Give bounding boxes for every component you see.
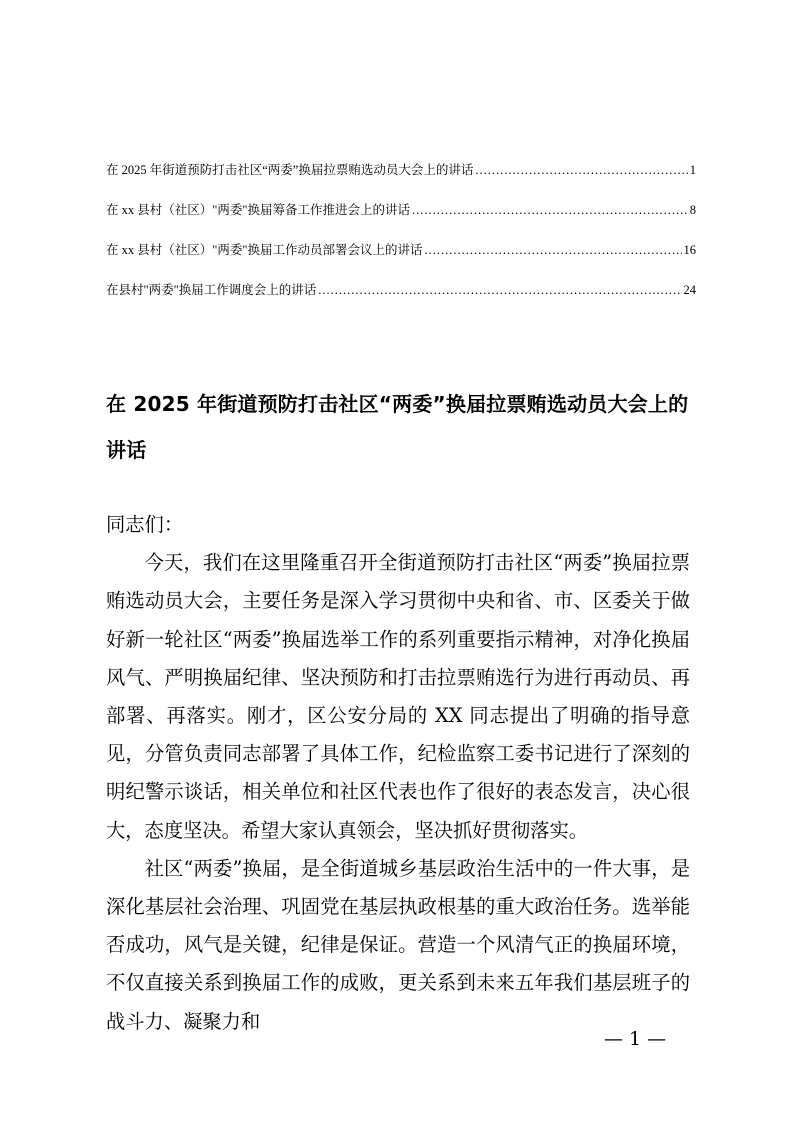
table-of-contents xyxy=(106,160,696,320)
toc-entry-page: 8 xyxy=(689,203,696,217)
toc-leader-dots xyxy=(412,203,688,218)
toc-leader-dots xyxy=(318,283,681,298)
toc-entry[interactable] xyxy=(106,240,696,280)
body-paragraph: 社区“两委”换届，是全街道城乡基层政治生活中的一件大事，是深化基层社会治理、巩固党在基层执政根基的重大政治任务。选举能否成功，风气是关键，纪律是保证。营造一个风清气正的换届环境，不仅直接关系到换届工作的成败，更关系到未来五年我们基层班子的战斗力、凝聚力和 xyxy=(106,856,690,1033)
toc-entry[interactable] xyxy=(106,200,696,240)
toc-entry-title: 在 xx 县村（社区）"两委"换届工作动员部署会议上的讲话 xyxy=(106,243,423,257)
toc-entry[interactable] xyxy=(106,280,696,320)
document-body xyxy=(106,506,690,1041)
page-number: — 1 — xyxy=(604,1028,667,1050)
body-paragraph: 今天，我们在这里隆重召开全街道预防打击社区“两委”换届拉票贿选动员大会，主要任务是深入学习贯彻中央和省、市、区委关于做好新一轮社区“两委”换届选举工作的系列重要指示精神，对净化换届风气、严明换届纪律、坚决预防和打击拉票贿选行为进行再动员、再部署、再落实。刚才，区公安分局的 XX 同志提出了明确的指导意见，分管负责同志部署了具体工作，纪检监察工委书记进行了深刻的明纪警示谈话，相关单位和社区代表也作了很好的表态发言，决心很大，态度坚决。希望大家认真领会，坚决抓好贯彻落实。 xyxy=(106,551,690,842)
salutation: 同志们： xyxy=(106,513,184,536)
toc-leader-dots xyxy=(475,163,687,178)
toc-entry[interactable] xyxy=(106,160,696,200)
toc-entry-title: 在县村"两委"换届工作调度会上的讲话 xyxy=(106,283,317,297)
toc-entry-page: 16 xyxy=(683,243,696,257)
toc-entry-title: 在 xx 县村（社区）"两委"换届筹备工作推进会上的讲话 xyxy=(106,203,410,217)
document-heading: 在 2025 年街道预防打击社区“两委”换届拉票贿选动员大会上的讲话 xyxy=(106,392,689,463)
toc-entry-page: 1 xyxy=(689,163,696,177)
toc-entry-title: 在 2025 年街道预防打击社区“两委”换届拉票贿选动员大会上的讲话 xyxy=(106,163,474,177)
toc-entry-page: 24 xyxy=(683,283,696,297)
toc-leader-dots xyxy=(424,243,681,258)
